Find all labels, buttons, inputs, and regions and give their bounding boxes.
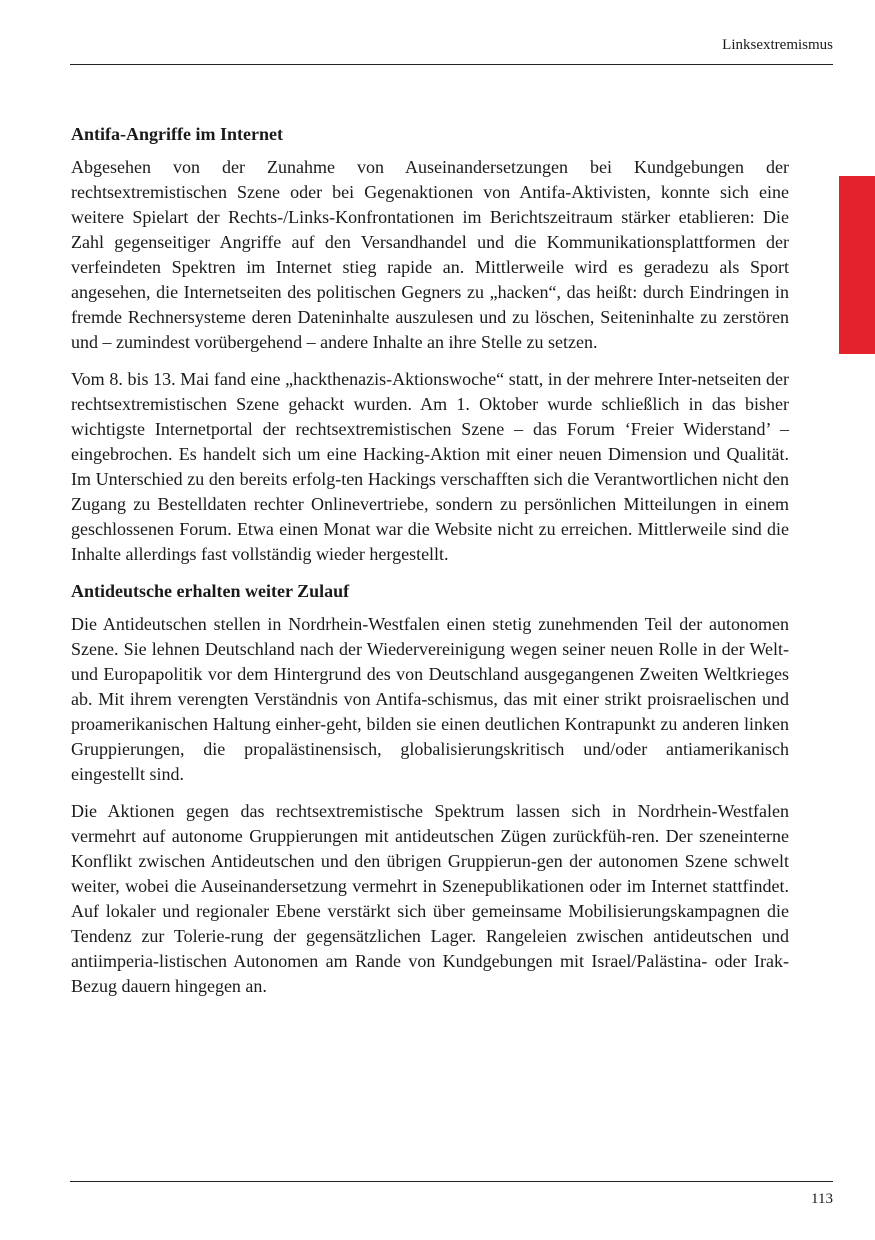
running-head: Linksextremismus — [722, 37, 833, 53]
page-body — [71, 122, 789, 999]
body-paragraph: Vom 8. bis 13. Mai fand eine „hackthenazis-Aktionswoche“ statt, in der mehrere Inter-netseiten der rechtsextremistischen Szene gehackt wurden. Am 1. Oktober wurde schließlich in das bisher wichtigste Internetportal der rechtsextremistischen Szene – das Forum ‘Freier Widerstand’ – eingebrochen. Es handelt sich um eine Hacking-Aktion mit einer neuen Dimension und Qualität. Im Unterschied zu den bereits erfolg-ten Hackings verschafften sich die Verantwortlichen nicht den Zugang zu Bestelldaten rechter Onlinevertriebe, sondern zu persönlichen Mitteilungen in einem geschlossenen Forum. Etwa einen Monat war die Website nicht zu erreichen. Mittlerweile sind die Inhalte allerdings fast vollständig wieder hergestellt. — [71, 369, 789, 564]
section-heading: Antideutsche erhalten weiter Zulauf — [71, 581, 350, 601]
page-number: 113 — [811, 1191, 833, 1207]
body-paragraph: Die Antideutschen stellen in Nordrhein-Westfalen einen stetig zunehmenden Teil der autonomen Szene. Sie lehnen Deutschland nach der Wiedervereinigung wegen seiner neuen Rolle in der Welt- und Europapolitik vor dem Hintergrund des von Deutschland ausgegangenen Zweiten Weltkrieges ab. Mit ihrem verengten Verständnis von Antifa-schismus, das mit einer strikt proisraelischen und proamerikanischen Haltung einher-geht, bilden sie einen deutlichen Kontrapunkt zu anderen linken Gruppierungen, die propalästinensisch, globalisierungskritisch und/oder antiamerikanisch eingestellt sind. — [71, 614, 789, 784]
section-heading: Antifa-Angriffe im Internet — [71, 124, 283, 144]
body-paragraph: Abgesehen von der Zunahme von Auseinandersetzungen bei Kundgebungen der rechtsextremistischen Szene oder bei Gegenaktionen von Antifa-Aktivisten, konnte sich eine weitere Spielart der Rechts-/Links-Konfrontationen im Berichtszeitraum stärker etablieren: Die Zahl gegenseitiger Angriffe auf den Versandhandel und die Kommunikationsplattformen der verfeindeten Spektren im Internet stieg rapide an. Mittlerweile wird es geradezu als Sport angesehen, die Internetseiten des politischen Gegners zu „hacken“, das heißt: durch Eindringen in fremde Rechnersysteme deren Dateninhalte auszulesen und zu löschen, Seiteninhalte zu zerstören und – zumindest vorübergehend – andere Inhalte an ihre Stelle zu setzen. — [71, 157, 789, 352]
body-paragraph: Die Aktionen gegen das rechtsextremistische Spektrum lassen sich in Nordrhein-Westfalen vermehrt auf autonome Gruppierungen mit antideutschen Zügen zurückfüh-ren. Der szeneinterne Konflikt zwischen Antideutschen und den übrigen Gruppierun-gen der autonomen Szene schwelt weiter, wobei die Auseinandersetzung vermehrt in Szenepublikationen oder im Internet stattfindet. Auf lokaler und regionaler Ebene verstärkt sich über gemeinsame Mobilisierungskampagnen die Tendenz zur Tolerie-rung der gegensätzlichen Lager. Rangeleien zwischen antideutschen und antiimperia-listischen Autonomen am Rande von Kundgebungen mit Israel/Palästina- oder Irak-Bezug dauern hingegen an. — [71, 801, 789, 996]
chapter-tab-marker — [839, 176, 875, 354]
footer-rule — [70, 1181, 833, 1182]
header-rule — [70, 64, 833, 65]
